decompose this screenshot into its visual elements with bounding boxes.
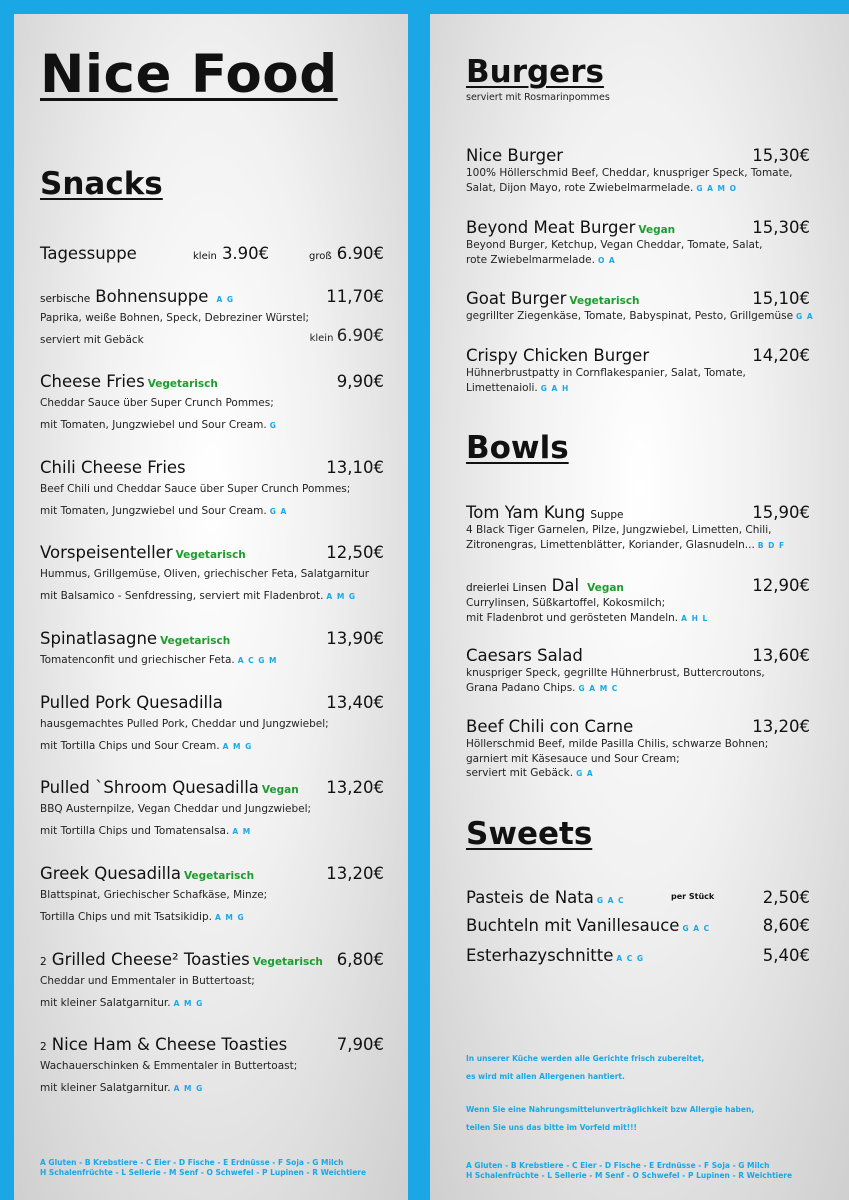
item-header bbox=[466, 916, 810, 936]
bowls-heading: Bowls bbox=[466, 430, 569, 466]
item-name: Cheese Fries bbox=[40, 372, 145, 391]
item-price: 11,70€ bbox=[326, 287, 384, 306]
item-price: 5,40€ bbox=[762, 946, 810, 965]
item-description: Tortilla Chips und mit Tsatsikidip. bbox=[40, 911, 212, 923]
item-description-line bbox=[40, 1077, 384, 1100]
item-header bbox=[466, 146, 810, 166]
restaurant-title: Nice Food bbox=[40, 44, 338, 105]
item-description: BBQ Austernpilze, Vegan Cheddar und Jungzwiebel; bbox=[40, 803, 312, 815]
item-description-line bbox=[40, 414, 384, 437]
item-header bbox=[40, 543, 384, 563]
item-name: Beyond Meat Burger bbox=[466, 218, 636, 237]
item-description-line bbox=[40, 478, 384, 500]
item-description: Hühnerbrustpatty in Cornflakespanier, Salat, Tomate, bbox=[466, 367, 746, 379]
item-description-line bbox=[40, 500, 384, 523]
kitchen-notice: es wird mit allen Allergenen hantiert. bbox=[466, 1072, 625, 1081]
item-price: 13,20€ bbox=[752, 717, 810, 736]
item-price: 13,40€ bbox=[326, 693, 384, 712]
item-description-line bbox=[466, 253, 810, 269]
item-header bbox=[40, 864, 384, 884]
item-description: mit Tomaten, Jungzwiebel und Sour Cream. bbox=[40, 419, 267, 431]
item-price: 13,10€ bbox=[326, 458, 384, 477]
item-description-line bbox=[466, 381, 810, 397]
vegetarisch-tag: Vegetarisch bbox=[147, 378, 218, 390]
item-description: mit kleiner Salatgarnitur. bbox=[40, 997, 171, 1009]
item-header bbox=[466, 289, 810, 309]
sweets-heading: Sweets bbox=[466, 816, 593, 852]
item-price: 15,90€ bbox=[752, 503, 810, 522]
per-piece-note: per Stück bbox=[671, 892, 715, 901]
item-price: 9,90€ bbox=[336, 372, 384, 391]
item-price: 7,90€ bbox=[336, 1035, 384, 1054]
allergen-codes: G A M C bbox=[578, 683, 619, 693]
menu-item bbox=[40, 629, 384, 672]
kitchen-notice: In unserer Küche werden alle Gerichte frisch zubereitet, bbox=[466, 1054, 705, 1063]
size-large-price: 6.90€ bbox=[336, 244, 384, 263]
menu-item bbox=[40, 693, 384, 758]
item-description-line bbox=[466, 366, 810, 381]
item-name: Tom Yam Kung bbox=[466, 503, 586, 522]
menu-item bbox=[466, 346, 810, 396]
item-name: Nice Burger bbox=[466, 146, 564, 165]
menu-item-bohnensuppe bbox=[40, 287, 384, 351]
item-description: Beef Chili und Cheddar Sauce über Super Crunch Pommes; bbox=[40, 483, 351, 495]
item-price: 13,60€ bbox=[752, 646, 810, 665]
allergen-codes: A M bbox=[232, 827, 252, 836]
item-price: 8,60€ bbox=[762, 916, 810, 935]
left-menu-panel bbox=[14, 14, 408, 1200]
item-name: Vorspeisenteller bbox=[40, 543, 173, 562]
allergen-codes: A C G bbox=[616, 954, 645, 963]
item-header bbox=[40, 458, 384, 478]
allergen-codes: G A C bbox=[682, 924, 711, 933]
menu-item bbox=[466, 916, 810, 936]
item-name: Pulled `Shroom Quesadilla bbox=[40, 778, 259, 797]
size-small-price: 3.90€ bbox=[221, 244, 270, 263]
item-header bbox=[40, 778, 384, 798]
item-description: knuspriger Speck, gegrillte Hühnerbrust, Buttercroutons, bbox=[466, 667, 765, 679]
menu-item bbox=[466, 946, 810, 966]
menu-item bbox=[40, 1035, 384, 1100]
item-description: Grana Padano Chips. bbox=[466, 681, 576, 694]
vegan-tag: Vegan bbox=[638, 224, 676, 236]
size-small-price: 6.90€ bbox=[336, 326, 384, 345]
item-description: Currylinsen, Süßkartoffel, Kokosmilch; bbox=[466, 597, 666, 609]
allergen-codes: A M G bbox=[222, 742, 253, 751]
item-description: serviert mit Gebäck. bbox=[466, 767, 574, 779]
legend-line: A Gluten - B Krebstiere - C Eier - D Fische - E Erdnüsse - F Soja - G Milch bbox=[40, 1158, 344, 1167]
item-description-line bbox=[40, 713, 384, 735]
item-description: mit Fladenbrot und gerösteten Mandeln. bbox=[466, 611, 679, 624]
menu-item-tagessuppe bbox=[40, 244, 384, 264]
item-header bbox=[40, 693, 384, 713]
allergen-codes: A M G bbox=[326, 592, 357, 601]
item-description: mit kleiner Salatgarnitur. bbox=[40, 1082, 171, 1094]
right-menu-panel bbox=[430, 14, 849, 1200]
menu-item bbox=[466, 289, 814, 325]
allergen-codes: A H L bbox=[681, 613, 709, 623]
menu-item bbox=[40, 778, 384, 843]
menu-item-tom-yam-kung bbox=[466, 503, 810, 553]
item-name: Tagessuppe bbox=[40, 244, 137, 263]
item-header bbox=[466, 218, 810, 238]
item-price: 12,90€ bbox=[752, 576, 810, 595]
menu-item-caesars-salad bbox=[466, 646, 810, 696]
item-description: Limettenaioli. bbox=[466, 381, 538, 394]
item-description-line bbox=[40, 992, 384, 1015]
item-prefix: dreierlei Linsen bbox=[466, 582, 547, 594]
item-price: 15,10€ bbox=[752, 289, 810, 308]
item-description: mit Tortilla Chips und Tomatensalsa. bbox=[40, 825, 230, 837]
item-name: Esterhazyschnitte bbox=[466, 946, 614, 965]
item-price: 13,90€ bbox=[326, 629, 384, 648]
item-name: Grilled Cheese² Toasties bbox=[51, 950, 250, 969]
item-description: serviert mit Gebäck bbox=[40, 334, 144, 346]
vegan-tag: Vegan bbox=[261, 784, 299, 796]
item-prefix: serbische bbox=[40, 293, 91, 305]
item-description-line bbox=[40, 563, 384, 585]
item-description-line bbox=[40, 884, 384, 906]
allergen-codes: G A bbox=[576, 769, 594, 778]
size-small-label: klein bbox=[309, 333, 334, 344]
menu-item bbox=[40, 372, 384, 437]
item-price: 15,30€ bbox=[752, 146, 810, 165]
legend-line: H Schalenfrüchte - L Sellerie - M Senf - O Schwefel - P Lupinen - R Weichtiere bbox=[40, 1168, 367, 1177]
menu-item-dal bbox=[466, 576, 810, 626]
item-description: Cheddar Sauce über Super Crunch Pommes; bbox=[40, 397, 274, 409]
item-description-line bbox=[466, 181, 810, 197]
item-description-line bbox=[40, 392, 384, 414]
item-name: Beef Chili con Carne bbox=[466, 717, 634, 736]
item-quantity: 2 bbox=[40, 956, 47, 968]
allergen-codes: G bbox=[269, 421, 277, 430]
item-description: garniert mit Käsesauce und Sour Cream; bbox=[466, 752, 680, 765]
item-description-line bbox=[40, 1055, 384, 1077]
item-header bbox=[40, 1035, 384, 1055]
menu-item bbox=[40, 950, 384, 1015]
allergen-legend bbox=[40, 1158, 366, 1178]
item-name: Crispy Chicken Burger bbox=[466, 346, 650, 365]
item-description-line bbox=[40, 585, 384, 608]
burgers-subtitle: serviert mit Rosmarinpommes bbox=[466, 92, 610, 103]
item-header bbox=[466, 946, 810, 966]
item-description-line bbox=[466, 166, 810, 181]
item-price: 15,30€ bbox=[752, 218, 810, 237]
item-name: Dal bbox=[551, 576, 580, 595]
item-description: Salat, Dijon Mayo, rote Zwiebelmarmelade. bbox=[466, 181, 694, 194]
item-price: 6,80€ bbox=[336, 950, 384, 969]
allergen-legend bbox=[466, 1161, 792, 1181]
allergen-codes: G A H bbox=[540, 383, 570, 393]
item-name: Pasteis de Nata bbox=[466, 888, 594, 907]
item-description-line bbox=[466, 309, 814, 325]
item-header bbox=[40, 372, 384, 392]
item-description: mit Balsamico - Senfdressing, serviert mit Fladenbrot. bbox=[40, 590, 324, 602]
vegetarisch-tag: Vegetarisch bbox=[252, 956, 323, 968]
item-name: Bohnensuppe bbox=[95, 287, 209, 306]
item-description: 4 Black Tiger Garnelen, Pilze, Jungzwiebel, Limetten, Chili, bbox=[466, 524, 772, 536]
item-suffix: Suppe bbox=[590, 509, 624, 521]
menu-item bbox=[466, 218, 810, 268]
item-name: Spinatlasagne bbox=[40, 629, 158, 648]
item-name: Greek Quesadilla bbox=[40, 864, 181, 883]
vegan-tag: Vegan bbox=[587, 582, 624, 594]
item-description: Cheddar und Emmentaler in Buttertoast; bbox=[40, 975, 255, 987]
item-description: Blattspinat, Griechischer Schafkäse, Minze; bbox=[40, 889, 268, 901]
vegetarisch-tag: Vegetarisch bbox=[183, 870, 255, 882]
allergen-codes: G A C bbox=[596, 896, 625, 905]
item-description: Tomatenconfit und griechischer Feta. bbox=[40, 654, 235, 666]
item-description: Hummus, Grillgemüse, Oliven, griechischer Feta, Salatgarnitur bbox=[40, 568, 370, 580]
allergy-notice: Wenn Sie eine Nahrungsmittelunverträglichkeit bzw Allergie haben, bbox=[466, 1105, 755, 1114]
allergen-codes: B D F bbox=[757, 540, 786, 550]
item-header bbox=[40, 950, 384, 970]
item-name: Goat Burger bbox=[466, 289, 567, 308]
menu-item bbox=[466, 146, 810, 196]
item-price: 14,20€ bbox=[752, 346, 810, 365]
item-price: 12,50€ bbox=[326, 543, 384, 562]
item-name: Buchteln mit Vanillesauce bbox=[466, 916, 680, 935]
vegetarisch-tag: Vegetarisch bbox=[175, 549, 246, 561]
allergen-codes: A C G M bbox=[237, 656, 278, 665]
menu-item bbox=[466, 888, 810, 908]
item-description-line bbox=[40, 649, 384, 672]
item-description-line bbox=[40, 735, 384, 758]
item-description: mit Tortilla Chips und Sour Cream. bbox=[40, 740, 220, 752]
item-price: 13,20€ bbox=[326, 778, 384, 797]
item-description: Höllerschmid Beef, milde Pasilla Chilis, schwarze Bohnen; bbox=[466, 738, 769, 750]
vegetarisch-tag: Vegetarisch bbox=[569, 295, 640, 307]
item-header bbox=[466, 346, 810, 366]
item-description: rote Zwiebelmarmelade. bbox=[466, 253, 595, 266]
item-description: hausgemachtes Pulled Pork, Cheddar und Jungzwiebel; bbox=[40, 718, 329, 730]
allergen-codes: O A bbox=[597, 255, 616, 265]
item-description-line bbox=[40, 820, 384, 843]
item-description-line bbox=[40, 970, 384, 992]
item-name: Caesars Salad bbox=[466, 646, 583, 665]
item-description-line bbox=[40, 798, 384, 820]
item-header bbox=[466, 888, 810, 908]
menu-item bbox=[40, 458, 384, 523]
item-description: Paprika, weiße Bohnen, Speck, Debreziner Würstel; bbox=[40, 312, 310, 324]
item-description: 100% Höllerschmid Beef, Cheddar, knuspriger Speck, Tomate, bbox=[466, 167, 793, 179]
menu-item bbox=[40, 543, 384, 608]
allergen-codes: A M G bbox=[173, 1084, 204, 1093]
vegetarisch-tag: Vegetarisch bbox=[160, 635, 231, 647]
item-quantity: 2 bbox=[40, 1041, 47, 1053]
menu-item-beef-chili bbox=[466, 717, 810, 782]
allergen-codes: A M G bbox=[173, 999, 204, 1008]
item-description: gegrillter Ziegenkäse, Tomate, Babyspinat, Pesto, Grillgemüse bbox=[466, 310, 794, 322]
menu-item bbox=[40, 864, 384, 929]
item-name: Pulled Pork Quesadilla bbox=[40, 693, 223, 712]
burgers-heading: Burgers bbox=[466, 54, 604, 90]
item-description: Wachauerschinken & Emmentaler in Buttertoast; bbox=[40, 1060, 298, 1072]
item-description: Zitronengras, Limettenblätter, Koriander, Glasnudeln... bbox=[466, 538, 755, 551]
item-price: 2,50€ bbox=[762, 888, 810, 907]
item-description-line bbox=[40, 906, 384, 929]
item-name: Nice Ham & Cheese Toasties bbox=[51, 1035, 288, 1054]
allergen-codes: A G bbox=[216, 295, 235, 304]
allergen-codes: G A bbox=[796, 312, 814, 321]
item-description: Beyond Burger, Ketchup, Vegan Cheddar, Tomate, Salat, bbox=[466, 239, 763, 251]
allergen-codes: G A bbox=[269, 507, 288, 516]
item-description: mit Tomaten, Jungzwiebel und Sour Cream. bbox=[40, 505, 267, 517]
item-header bbox=[40, 629, 384, 649]
allergen-codes: A M G bbox=[214, 913, 245, 922]
allergy-notice: teilen Sie uns das bitte im Vorfeld mit!!! bbox=[466, 1123, 637, 1132]
legend-line: A Gluten - B Krebstiere - C Eier - D Fische - E Erdnüsse - F Soja - G Milch bbox=[466, 1161, 770, 1170]
snacks-heading: Snacks bbox=[40, 166, 163, 202]
item-description-line bbox=[466, 238, 810, 253]
allergen-codes: G A M O bbox=[696, 183, 737, 193]
legend-line: H Schalenfrüchte - L Sellerie - M Senf - O Schwefel - P Lupinen - R Weichtiere bbox=[466, 1171, 793, 1180]
size-large-label: groß bbox=[309, 251, 332, 262]
item-price: 13,20€ bbox=[326, 864, 384, 883]
item-name: Chili Cheese Fries bbox=[40, 458, 186, 477]
size-small-label: klein bbox=[193, 251, 217, 262]
